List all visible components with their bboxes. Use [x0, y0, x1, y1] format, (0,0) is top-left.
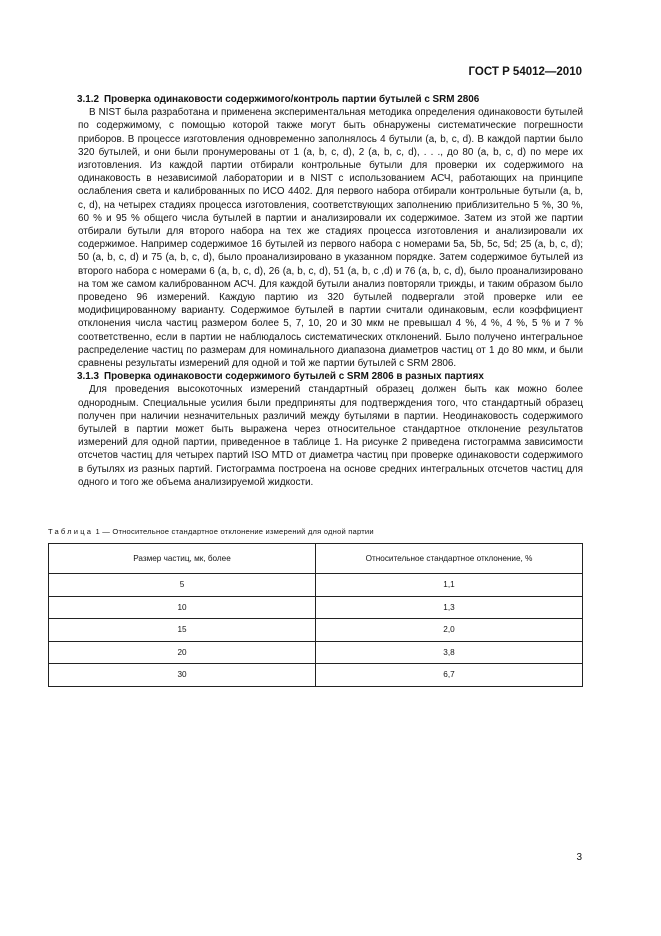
table-cell: 10: [49, 596, 316, 619]
table-cell: 6,7: [316, 664, 583, 687]
table-cell: 2,0: [316, 619, 583, 642]
document-body: [78, 93, 583, 489]
paragraph: В NIST была разработана и применена экспериментальная методика определения одинаковости бутылей по содержимому, с помощью которой также могут быть обнаружены систематические погрешности приборов. В процессе изготовления одновременно заполнялось 4 бутыли (a, b, c, d). В каждой партии было 320 бутылей, и они были пронумерованы от 1 (a, b, c, d), 2 (a, b, c, d), . . ., до 80 (a, b, c, d) по мере их изготовления. Из каждой партии отбирали контрольные бутыли для проверки их содержимого на одинаковость в независимой лаборатории и в NIST с использованием АСЧ, работающих на принципе ослабления света и калиброванных по ИСО 4402. Для первого набора отбирали контрольные бутыли (a, b, c, d), на четырех стадиях процесса изготовления, соответствующих заполнению приблизительно 5 %, 30 %, 60 % и 95 % общего числа бутылей в партии и анализировали их содержимое. Затем из этой же партии отбирали бутыли для второго набора на тех же стадиях процесса изготовления и анализировали их содержимое. Например содержимое 16 бутылей из первого набора с номерами 5a, 5b, 5c, 5d; 25 (a, b, c, d); 50 (a, b, c, d) и 75 (a, b, c, d), было проанализировано в указанном порядке. Затем содержимое бутылей из второго набора с номерами 6 (a, b, c, d), 26 (a, b, c, d), 51 (a, b, c ,d) и 76 (a, b, c, d), было проанализировано на том же самом калиброванном АСЧ. Для каждой бутыли анализ повторяли трижды, и таким образом было проведено 96 измерений. Каждую партию из 320 бутылей подвергали этой проверке или ее модифицированному варианту. Содержимое бутылей в партии считали одинаковым, если коэффициент отклонения числа частиц размером более 5, 7, 10, 20 и 30 мкм не превышал 4 %, 4 %, 4 %, 5 % и 7 % соответственно, если в партии не наблюдалось систематических отклонений. Было получено интегральное распределение частиц по размерам для номинального диапазона диаметров частиц от 1 до 80 мкм, и были сравнены результаты измерений для одной и той же партии бутылей с SRM 2806.: [78, 107, 583, 370]
table-cell: 15: [49, 619, 316, 642]
section-title: Проверка одинаковости содержимого/контроль партии бутылей с SRM 2806: [103, 94, 480, 105]
table-row: [49, 619, 583, 642]
standard-header: ГОСТ Р 54012—2010: [468, 66, 582, 78]
table-header-row: [49, 544, 583, 574]
paragraph: Для проведения высокоточных измерений стандартный образец должен быть как можно более однородным. Специальные усилия были предприняты для подтверждения того, что стандартный образец получен при наличии незначительных различий между бутылями в партии. Неодинаковость содержимого бутылей в партии может быть выражена через относительное стандартное отклонение результатов измерений для одной партии, приведенное в таблице 1. На рисунке 2 приведена гистограмма зависимости отсчетов частиц для четырех партий ISO MTD от диаметра частиц при проверке одинаковости содержимого в бутылях из разных партий. Гистограмма построена на основе средних интегральных отсчетов частиц для одного и того же объема анализируемой жидкости.: [78, 384, 583, 488]
table-caption: [48, 527, 374, 536]
section-heading: [77, 93, 583, 106]
table-row: [49, 664, 583, 687]
table-caption-text: — Относительное стандартное отклонение измерений для одной партии: [102, 527, 374, 536]
table-row: [49, 596, 583, 619]
table-cell: 5: [49, 574, 316, 597]
section-number: 3.1.2: [77, 94, 99, 105]
table-row: [49, 641, 583, 664]
section-title: Проверка одинаковости содержимого бутылей с SRM 2806 в разных партиях: [103, 371, 484, 383]
column-header: Размер частиц, мк, более: [49, 544, 316, 574]
table-caption-label: Таблица: [48, 527, 94, 536]
table-cell: 1,3: [316, 596, 583, 619]
table-cell: 1,1: [316, 574, 583, 597]
table-row: [49, 574, 583, 597]
table-cell: 3,8: [316, 641, 583, 664]
deviation-table: [48, 543, 583, 687]
column-header: Относительное стандартное отклонение, %: [316, 544, 583, 574]
section-number: 3.1.3: [77, 371, 99, 383]
page-number: 3: [576, 852, 582, 863]
section-heading: [77, 370, 583, 383]
table-cell: 20: [49, 641, 316, 664]
table-caption-number: 1: [95, 527, 100, 536]
table-cell: 30: [49, 664, 316, 687]
